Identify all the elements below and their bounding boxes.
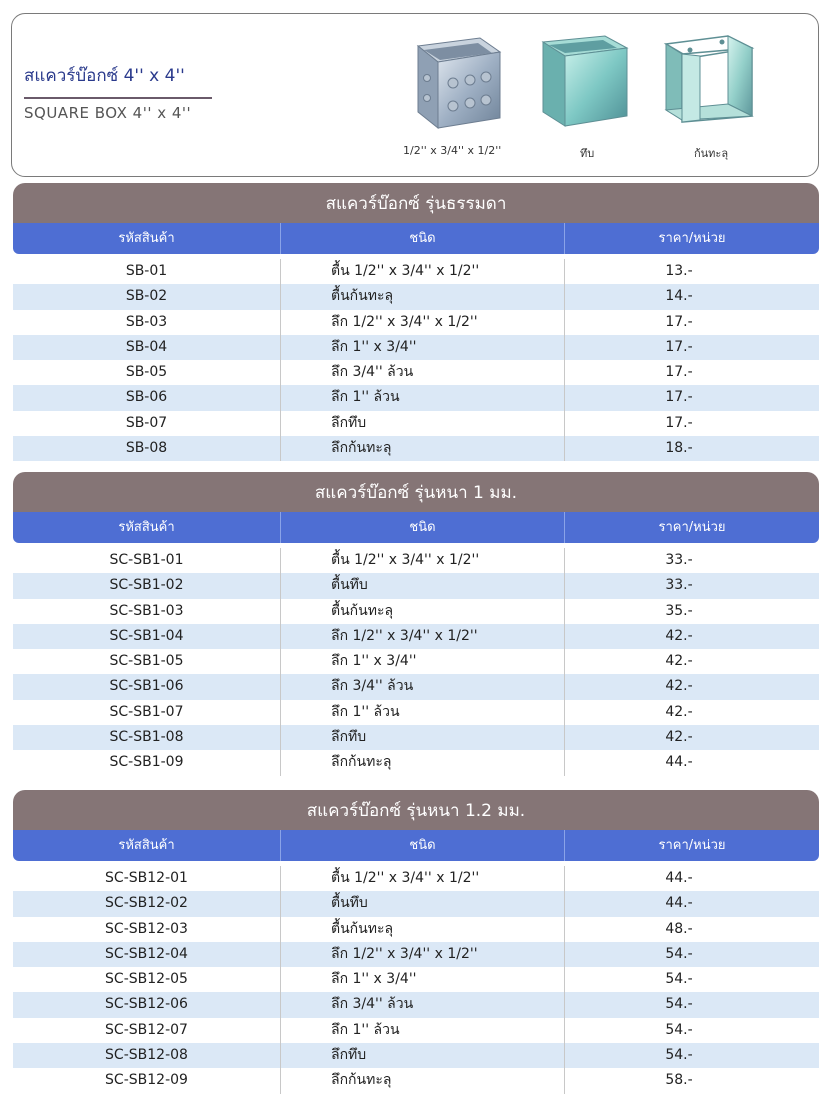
product-type-cell: ลึกทึบ (281, 1043, 565, 1068)
product-label-solid: ทึบ (580, 147, 595, 160)
product-price-cell: 17.- (665, 338, 693, 355)
product-price-cell: 17.- (665, 389, 693, 406)
product-price-cell: 42.- (665, 729, 693, 746)
product-price-cell: 54.- (665, 996, 693, 1013)
product-type-cell: ตื้น 1/2'' x 3/4'' x 1/2'' (281, 259, 565, 284)
col-type-header: ชนิด (281, 830, 565, 861)
product-code-cell: SC-SB12-01 (13, 866, 281, 891)
table-row (13, 725, 819, 750)
product-type-cell: ลึกทึบ (281, 411, 565, 436)
table-row (13, 284, 819, 309)
table-row (13, 700, 819, 725)
square-box-solid-icon (535, 28, 635, 140)
table-row (13, 436, 819, 461)
product-image-solid (535, 28, 635, 140)
table-row (13, 1043, 819, 1068)
table-body (13, 254, 819, 461)
product-type-cell: ลึก 1'' ล้วน (281, 700, 565, 725)
product-type-cell: ลึก 3/4'' ล้วน (281, 674, 565, 699)
table-row (13, 310, 819, 335)
product-type-cell: ลึก 1'' x 3/4'' (281, 649, 565, 674)
table-row (13, 1018, 819, 1043)
product-type-cell: ลึก 1/2'' x 3/4'' x 1/2'' (281, 942, 565, 967)
product-code-cell: SB-03 (13, 310, 281, 335)
square-box-open-bottom-icon (660, 28, 760, 140)
col-code-header: รหัสสินค้า (13, 223, 281, 254)
product-price-cell: 42.- (665, 703, 693, 720)
product-code-cell: SB-04 (13, 335, 281, 360)
product-price-cell: 44.- (665, 754, 693, 771)
product-code-cell: SC-SB12-07 (13, 1018, 281, 1043)
product-code-cell: SB-08 (13, 436, 281, 461)
product-type-cell: ตื้น 1/2'' x 3/4'' x 1/2'' (281, 548, 565, 573)
product-code-cell: SC-SB12-06 (13, 992, 281, 1017)
product-type-cell: ลึกก้นทะลุ (281, 750, 565, 775)
product-code-cell: SC-SB1-01 (13, 548, 281, 573)
product-price-cell: 18.- (665, 440, 693, 457)
product-type-cell: ลึก 1'' x 3/4'' (281, 335, 565, 360)
section-title: สแควร์บ๊อกซ์ รุ่นหนา 1 มม. (13, 472, 819, 512)
product-type-cell: ลึก 1'' x 3/4'' (281, 967, 565, 992)
product-code-cell: SC-SB1-07 (13, 700, 281, 725)
product-code-cell: SB-01 (13, 259, 281, 284)
table-row (13, 1068, 819, 1093)
product-price-cell: 54.- (665, 1021, 693, 1038)
column-header (13, 223, 819, 254)
product-code-cell: SC-SB12-02 (13, 891, 281, 916)
product-type-cell: ลึก 1'' ล้วน (281, 385, 565, 410)
section-standard (13, 183, 819, 461)
product-code-cell: SC-SB1-06 (13, 674, 281, 699)
product-image-knockout (408, 28, 508, 140)
product-price-cell: 58.- (665, 1072, 693, 1089)
product-code-cell: SC-SB1-04 (13, 624, 281, 649)
product-type-cell: ลึกทึบ (281, 725, 565, 750)
table-row (13, 385, 819, 410)
product-image-open-bottom (660, 28, 760, 140)
product-code-cell: SB-07 (13, 411, 281, 436)
product-type-cell: ลึก 1/2'' x 3/4'' x 1/2'' (281, 624, 565, 649)
product-code-cell: SC-SB12-03 (13, 917, 281, 942)
product-code-cell: SB-06 (13, 385, 281, 410)
table-row (13, 599, 819, 624)
product-code-cell: SB-02 (13, 284, 281, 309)
product-price-cell: 42.- (665, 627, 693, 644)
product-price-cell: 17.- (665, 364, 693, 381)
table-body (13, 861, 819, 1094)
column-header (13, 830, 819, 861)
product-type-cell: ลึก 3/4'' ล้วน (281, 360, 565, 385)
table-row (13, 942, 819, 967)
table-row (13, 674, 819, 699)
product-price-cell: 17.- (665, 414, 693, 431)
product-code-cell: SC-SB1-09 (13, 750, 281, 775)
title-thai: สแควร์บ๊อกซ์ 4'' x 4'' (24, 66, 185, 86)
product-code-cell: SC-SB12-04 (13, 942, 281, 967)
col-price-header: ราคา/หน่วย (658, 231, 726, 246)
product-code-cell: SB-05 (13, 360, 281, 385)
product-code-cell: SC-SB1-05 (13, 649, 281, 674)
table-body (13, 543, 819, 776)
table-row (13, 992, 819, 1017)
product-price-cell: 44.- (665, 870, 693, 886)
section-thick-1mm (13, 472, 819, 776)
product-price-cell: 13.- (665, 263, 693, 279)
col-type-header: ชนิด (281, 512, 565, 543)
section-title: สแควร์บ๊อกซ์ รุ่นธรรมดา (13, 183, 819, 223)
section-thick-1-2mm (13, 790, 819, 1094)
product-label-open-bottom: ก้นทะลุ (694, 147, 729, 160)
table-row (13, 750, 819, 775)
col-code-header: รหัสสินค้า (13, 830, 281, 861)
product-price-cell: 48.- (665, 920, 693, 937)
table-row (13, 335, 819, 360)
product-code-cell: SC-SB12-05 (13, 967, 281, 992)
table-row (13, 624, 819, 649)
col-price-header: ราคา/หน่วย (658, 520, 726, 535)
col-type-header: ชนิด (281, 223, 565, 254)
product-type-cell: ลึกก้นทะลุ (281, 1068, 565, 1093)
column-header (13, 512, 819, 543)
table-row (13, 573, 819, 598)
product-price-cell: 44.- (665, 895, 693, 912)
product-price-cell: 42.- (665, 653, 693, 670)
product-type-cell: ลึก 1/2'' x 3/4'' x 1/2'' (281, 310, 565, 335)
table-row (13, 649, 819, 674)
product-code-cell: SC-SB1-03 (13, 599, 281, 624)
table-row (13, 259, 819, 284)
product-price-cell: 17.- (665, 313, 693, 330)
table-row (13, 967, 819, 992)
product-type-cell: ตื้นก้นทะลุ (281, 917, 565, 942)
product-code-cell: SC-SB1-08 (13, 725, 281, 750)
product-type-cell: ลึก 3/4'' ล้วน (281, 992, 565, 1017)
product-price-cell: 54.- (665, 945, 693, 962)
product-type-cell: ลึก 1'' ล้วน (281, 1018, 565, 1043)
product-type-cell: ลึกก้นทะลุ (281, 436, 565, 461)
table-row (13, 917, 819, 942)
product-price-cell: 35.- (665, 602, 693, 619)
table-row (13, 411, 819, 436)
product-code-cell: SC-SB12-08 (13, 1043, 281, 1068)
product-price-cell: 14.- (665, 288, 693, 305)
title-underline (24, 97, 212, 99)
product-type-cell: ตื้น 1/2'' x 3/4'' x 1/2'' (281, 866, 565, 891)
col-price-header: ราคา/หน่วย (658, 838, 726, 853)
product-price-cell: 42.- (665, 678, 693, 695)
table-row (13, 891, 819, 916)
product-price-cell: 33.- (665, 552, 693, 568)
product-type-cell: ตื้นทึบ (281, 573, 565, 598)
product-price-cell: 33.- (665, 577, 693, 594)
product-code-cell: SC-SB1-02 (13, 573, 281, 598)
table-row (13, 866, 819, 891)
title-english: SQUARE BOX 4'' x 4'' (24, 104, 192, 122)
product-price-cell: 54.- (665, 971, 693, 988)
table-row (13, 548, 819, 573)
product-type-cell: ตื้นทึบ (281, 891, 565, 916)
section-title: สแควร์บ๊อกซ์ รุ่นหนา 1.2 มม. (13, 790, 819, 830)
col-code-header: รหัสสินค้า (13, 512, 281, 543)
product-type-cell: ตื้นก้นทะลุ (281, 599, 565, 624)
product-price-cell: 54.- (665, 1047, 693, 1064)
square-box-knockout-icon (408, 28, 508, 140)
product-label-knockout: 1/2'' x 3/4'' x 1/2'' (403, 144, 502, 157)
table-row (13, 360, 819, 385)
product-code-cell: SC-SB12-09 (13, 1068, 281, 1093)
product-type-cell: ตื้นก้นทะลุ (281, 284, 565, 309)
